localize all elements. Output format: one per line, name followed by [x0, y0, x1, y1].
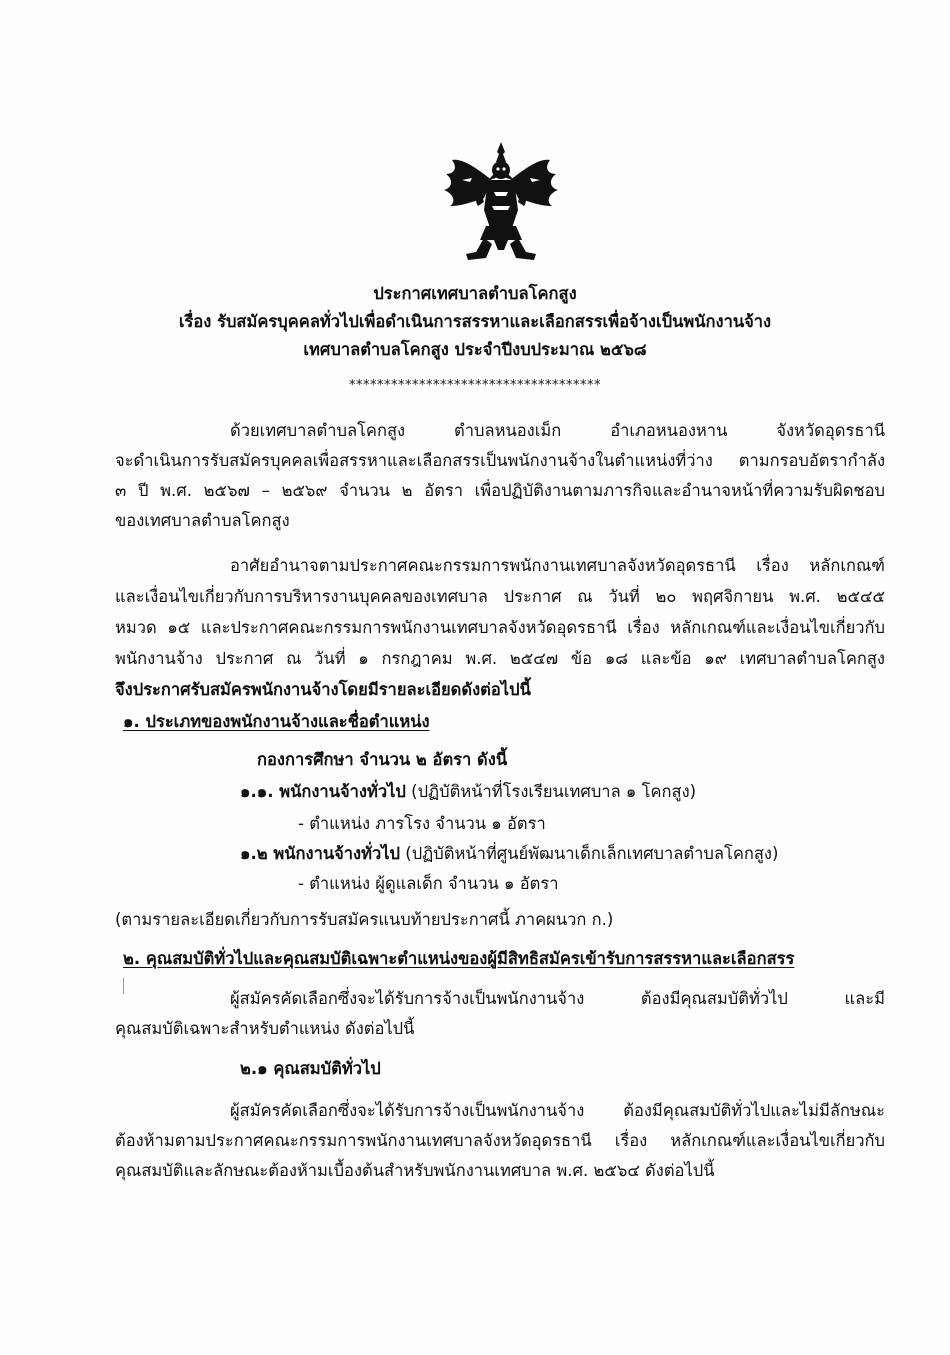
para1-line3: ๓ ปี พ.ศ. ๒๕๖๗ – ๒๕๖๙ จำนวน ๒ อัตรา เพื่อปฏิบัติงานตามภารกิจและอำนาจหน้าที่ความรับผิดชอบ [115, 481, 885, 500]
para1-line1: ด้วยเทศบาลตำบลโคกสูง ตำบลหนองเม็ก อำเภอหนองหาน จังหวัดอุดรธานี [230, 421, 885, 440]
section1-item1 [240, 781, 696, 803]
section1-item2-position: - ตำแหน่ง ผู้ดูแลเด็ก จำนวน ๑ อัตรา [298, 874, 559, 893]
section2-subheading: ๒.๑ คุณสมบัติทั่วไป [240, 1059, 381, 1078]
para1-line4: ของเทศบาลตำบลโคกสูง [115, 511, 290, 530]
announcement-subject: เรื่อง รับสมัครบุคคลทั่วไปเพื่อดำเนินการสรรหาและเลือกสรรเพื่อจ้างเป็นพนักงานจ้าง [178, 312, 772, 331]
garuda-emblem-icon [442, 140, 560, 265]
section1-item1-title: ๑.๑. พนักงานจ้างทั่วไป [240, 782, 406, 801]
section2-para2-line2: ต้องห้ามตามประกาศคณะกรรมการพนักงานเทศบาลจังหวัดอุดรธานี เรื่อง หลักเกณฑ์และเงื่อนไขเกี่ยวกับ [115, 1131, 885, 1150]
section1-note: (ตามรายละเอียดเกี่ยวกับการรับสมัครแนบท้ายประกาศนี้ ภาคผนวก ก.) [115, 910, 614, 929]
section1-item1-note: (ปฏิบัติหน้าที่โรงเรียนเทศบาล ๑ โคกสูง) [405, 782, 697, 801]
para1-line2: จะดำเนินการรับสมัครบุคคลเพื่อสรรหาและเลือกสรรเป็นพนักงานจ้างในตำแหน่งที่ว่าง ตามกรอบอัตรากำลัง [115, 451, 885, 470]
para2-line5: จึงประกาศรับสมัครพนักงานจ้างโดยมีรายละเอียดดังต่อไปนี้ [115, 680, 531, 699]
para2-line1: อาศัยอำนาจตามประกาศคณะกรรมการพนักงานเทศบาลจังหวัดอุดรธานี เรื่อง หลักเกณฑ์ [230, 556, 885, 575]
section1-item2-note: (ปฏิบัติหน้าที่ศูนย์พัฒนาเด็กเล็กเทศบาลตำบลโคกสูง) [400, 844, 779, 863]
announcement-subject-line2: เทศบาลตำบลโคกสูง ประจำปีงบประมาณ ๒๕๖๘ [303, 340, 647, 359]
section1-item2 [240, 843, 778, 865]
section1-heading: ๑. ประเภทของพนักงานจ้างและชื่อตำแหน่ง [123, 712, 430, 731]
section2-para1-line1: ผู้สมัครคัดเลือกซึ่งจะได้รับการจ้างเป็นพนักงานจ้าง ต้องมีคุณสมบัติทั่วไป และมี [230, 989, 885, 1008]
section1-item2-title: ๑.๒ พนักงานจ้างทั่วไป [240, 844, 401, 863]
section2-para1-line2: คุณสมบัติเฉพาะสำหรับตำแหน่ง ดังต่อไปนี้ [115, 1019, 415, 1038]
announcement-title: ประกาศเทศบาลตำบลโคกสูง [373, 284, 577, 303]
section2-para2-line3: คุณสมบัติและลักษณะต้องห้ามเบื้องต้นสำหรับพนักงานเทศบาล พ.ศ. ๒๕๖๔ ดังต่อไปนี้ [115, 1161, 715, 1180]
section1-division: กองการศึกษา จำนวน ๒ อัตรา ดังนี้ [257, 750, 508, 769]
section2-heading: ๒. คุณสมบัติทั่วไปและคุณสมบัติเฉพาะตำแหน่งของผู้มีสิทธิสมัครเข้ารับการสรรหาและเลือกสรร [123, 949, 795, 968]
section2-para2-line1: ผู้สมัครคัดเลือกซึ่งจะได้รับการจ้างเป็นพนักงานจ้าง ต้องมีคุณสมบัติทั่วไปและไม่มีลักษณะ [230, 1101, 885, 1120]
para2-line2: และเงื่อนไขเกี่ยวกับการบริหารงานบุคคลของเทศบาล ประกาศ ณ วันที่ ๒๐ พฤศจิกายน พ.ศ. ๒๕๔๕ [115, 587, 885, 606]
para2-line4: พนักงานจ้าง ประกาศ ณ วันที่ ๑ กรกฎาคม พ.ศ. ๒๕๔๗ ข้อ ๑๘ และข้อ ๑๙ เทศบาลตำบลโคกสูง [115, 649, 885, 668]
section1-item1-position: - ตำแหน่ง ภารโรง จำนวน ๑ อัตรา [298, 814, 546, 833]
separator-stars: ************************************ [349, 378, 601, 393]
para2-line3: หมวด ๑๕ และประกาศคณะกรรมการพนักงานเทศบาลจังหวัดอุดรธานี เรื่อง หลักเกณฑ์และเงื่อนไขเกี่ยวกับ [115, 618, 885, 637]
text-cursor-mark [123, 978, 124, 994]
